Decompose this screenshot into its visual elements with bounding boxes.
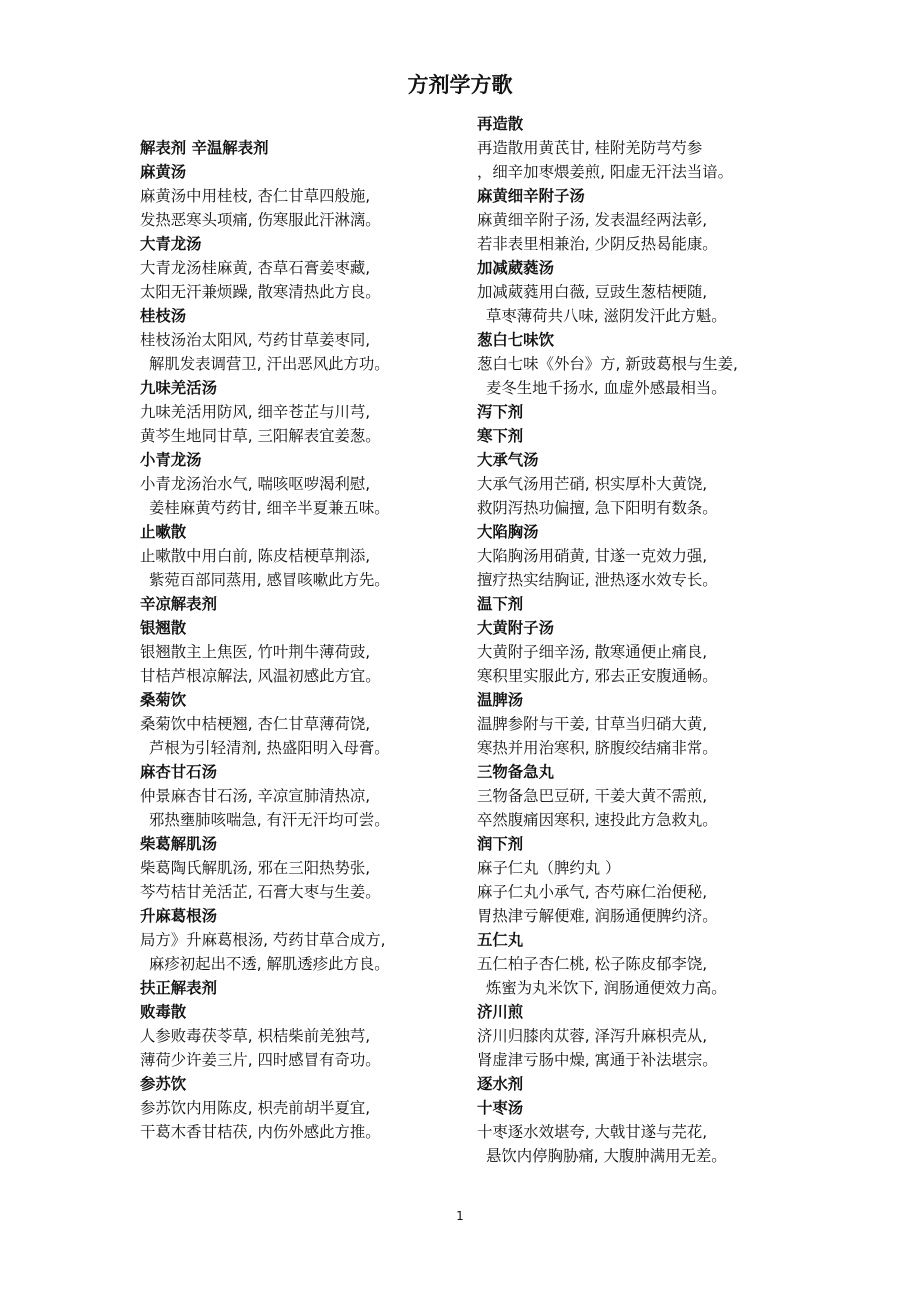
verse-line: 大黄附子细辛汤, 散寒通便止痛良, [477, 643, 708, 661]
formula-heading: 大黄附子汤 [477, 619, 554, 637]
formula-heading: 泻下剂 [477, 403, 524, 421]
formula-heading: 解表剂 辛温解表剂 [140, 139, 269, 157]
verse-line: 胃热津亏解便难, 润肠通便脾约济。 [477, 907, 718, 925]
verse-line: 参苏饮内用陈皮, 枳壳前胡半夏宜, [140, 1099, 371, 1117]
verse-line: 麻疹初起出不透, 解肌透疹此方良。 [149, 955, 390, 973]
formula-heading: 败毒散 [140, 1003, 187, 1021]
verse-line: 草枣薄荷共八味, 滋阴发汗此方魁。 [486, 307, 727, 325]
verse-line: 麻黄细辛附子汤, 发表温经两法彰, [477, 211, 708, 229]
formula-heading: 大承气汤 [477, 451, 539, 469]
verse-line: 肾虚津亏肠中燥, 寓通于补法堪宗。 [477, 1051, 718, 1069]
verse-line: 止嗽散中用白前, 陈皮桔梗草荆添, [140, 547, 371, 565]
right-column [477, 112, 857, 1168]
formula-heading: 温下剂 [477, 595, 524, 613]
verse-line: 大承气汤用芒硝, 枳实厚朴大黄饶, [477, 475, 708, 493]
verse-line: 太阳无汗兼烦躁, 散寒清热此方良。 [140, 283, 381, 301]
formula-heading: 桂枝汤 [140, 307, 187, 325]
formula-heading: 小青龙汤 [140, 451, 202, 469]
verse-line: 邪热壅肺咳喘急, 有汗无汗均可尝。 [149, 811, 390, 829]
verse-line: 甘桔芦根凉解法, 风温初感此方宜。 [140, 667, 381, 685]
verse-line: 人参败毒茯苓草, 枳桔柴前羌独芎, [140, 1027, 371, 1045]
verse-line: 寒积里实服此方, 邪去正安腹通畅。 [477, 667, 718, 685]
verse-line: 三物备急巴豆研, 干姜大黄不需煎, [477, 787, 708, 805]
verse-line: 大陷胸汤用硝黄, 甘遂一克效力强, [477, 547, 708, 565]
formula-heading: 扶正解表剂 [140, 979, 217, 997]
formula-heading: 参苏饮 [140, 1075, 187, 1093]
formula-heading: 济川煎 [477, 1003, 524, 1021]
verse-line: 麻子仁丸（脾约丸 ） [477, 859, 621, 877]
verse-line: 济川归膝肉苁蓉, 泽泻升麻枳壳从, [477, 1027, 708, 1045]
verse-line: 再造散用黄芪甘, 桂附羌防芎芍参 [477, 139, 703, 157]
verse-line: 麻子仁丸小承气, 杏芍麻仁治便秘, [477, 883, 708, 901]
formula-heading: 柴葛解肌汤 [140, 835, 217, 853]
page-number: 1 [456, 1209, 464, 1223]
verse-line: 擅疗热实结胸证, 泄热逐水效专长。 [477, 571, 718, 589]
formula-heading: 温脾汤 [477, 691, 524, 709]
formula-heading: 三物备急丸 [477, 763, 554, 781]
formula-heading: 麻黄细辛附子汤 [477, 187, 585, 205]
formula-heading: 加减葳蕤汤 [477, 259, 554, 277]
verse-line: 悬饮内停胸胁痛, 大腹肿满用无差。 [486, 1147, 727, 1165]
verse-line: 五仁柏子杏仁桃, 松子陈皮郁李饶, [477, 955, 708, 973]
verse-line: 紫菀百部同蒸用, 感冒咳嗽此方先。 [149, 571, 390, 589]
verse-line: 姜桂麻黄芍药甘, 细辛半夏兼五味。 [149, 499, 390, 517]
verse-line: 干葛木香甘桔茯, 内伤外感此方推。 [140, 1123, 381, 1141]
formula-heading: 润下剂 [477, 835, 524, 853]
verse-line: 桂枝汤治太阳风, 芍药甘草姜枣同, [140, 331, 371, 349]
formula-heading: 大青龙汤 [140, 235, 202, 253]
verse-line: 发热恶寒头项痛, 伤寒服此汗淋漓。 [140, 211, 381, 229]
formula-heading: 逐水剂 [477, 1075, 524, 1093]
formula-heading: 麻杏甘石汤 [140, 763, 217, 781]
verse-line: 芩芍桔甘羌活芷, 石膏大枣与生姜。 [140, 883, 381, 901]
verse-line: 局方》升麻葛根汤, 芍药甘草合成方, [140, 931, 386, 949]
formula-heading: 五仁丸 [477, 931, 524, 949]
formula-heading: 十枣汤 [477, 1099, 524, 1117]
verse-line: 桑菊饮中桔梗翘, 杏仁甘草薄荷饶, [140, 715, 371, 733]
formula-heading: 九味羌活汤 [140, 379, 217, 397]
verse-line: 寒热并用治寒积, 脐腹绞结痛非常。 [477, 739, 718, 757]
formula-heading: 止嗽散 [140, 523, 187, 541]
verse-line: 小青龙汤治水气, 喘咳呕哕渴利慰, [140, 475, 371, 493]
verse-line: 银翘散主上焦医, 竹叶荆牛薄荷豉, [140, 643, 371, 661]
verse-line: 薄荷少许姜三片, 四时感冒有奇功。 [140, 1051, 381, 1069]
verse-line: 炼蜜为丸米饮下, 润肠通便效力高。 [486, 979, 727, 997]
verse-line: 救阴泻热功偏擅, 急下阳明有数条。 [477, 499, 718, 517]
verse-line: 葱白七味《外台》方, 新豉葛根与生姜, [477, 355, 738, 373]
verse-line: 十枣逐水效堪夸, 大戟甘遂与芫花, [477, 1123, 708, 1141]
verse-line: 加减葳蕤用白薇, 豆豉生葱桔梗随, [477, 283, 708, 301]
formula-heading: 寒下剂 [477, 427, 524, 445]
formula-heading: 麻黄汤 [140, 163, 187, 181]
verse-line: 麦冬生地千扬水, 血虚外感最相当。 [486, 379, 727, 397]
formula-heading: 升麻葛根汤 [140, 907, 217, 925]
verse-line: 九味羌活用防风, 细辛苍芷与川芎, [140, 403, 371, 421]
formula-heading: 再造散 [477, 115, 524, 133]
verse-line: ，细辛加枣煨姜煎, 阳虚无汗法当谙。 [477, 163, 734, 181]
formula-heading: 葱白七味饮 [477, 331, 554, 349]
formula-heading: 银翘散 [140, 619, 187, 637]
page-title: 方剂学方歌 [407, 73, 513, 97]
verse-line: 大青龙汤桂麻黄, 杏草石膏姜枣藏, [140, 259, 371, 277]
verse-line: 温脾参附与干姜, 甘草当归硝大黄, [477, 715, 708, 733]
formula-heading: 辛凉解表剂 [140, 595, 217, 613]
formula-heading: 桑菊饮 [140, 691, 187, 709]
verse-line: 若非表里相兼治, 少阴反热曷能康。 [477, 235, 718, 253]
verse-line: 解肌发表调营卫, 汗出恶风此方功。 [149, 355, 390, 373]
verse-line: 芦根为引轻清剂, 热盛阳明入母膏。 [149, 739, 390, 757]
verse-line: 麻黄汤中用桂枝, 杏仁甘草四般施, [140, 187, 371, 205]
verse-line: 黄芩生地同甘草, 三阳解表宜姜葱。 [140, 427, 381, 445]
verse-line: 柴葛陶氏解肌汤, 邪在三阳热势张, [140, 859, 371, 877]
formula-heading: 大陷胸汤 [477, 523, 539, 541]
verse-line: 仲景麻杏甘石汤, 辛凉宣肺清热凉, [140, 787, 371, 805]
verse-line: 卒然腹痛因寒积, 速投此方急救丸。 [477, 811, 718, 829]
left-column [140, 136, 520, 1144]
